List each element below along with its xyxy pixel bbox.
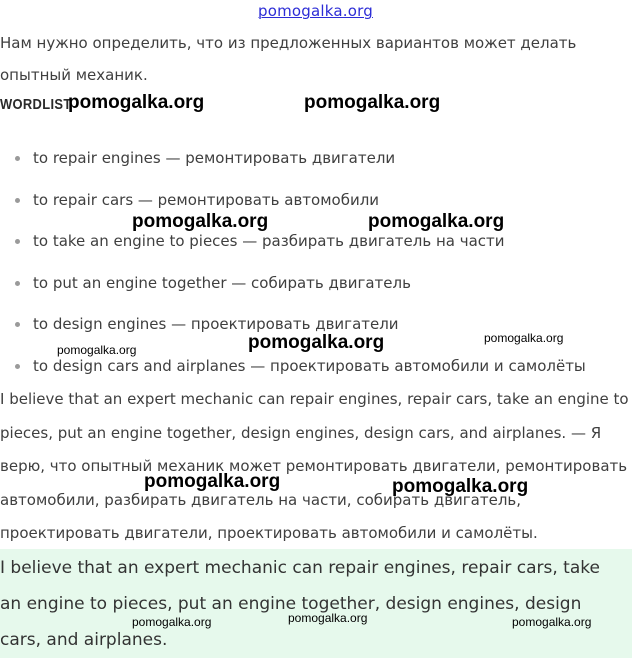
list-item	[0, 137, 632, 179]
watermark-text: pomogalka.org	[132, 211, 269, 232]
bullet-icon	[15, 364, 20, 369]
explanation-paragraph: I believe that an expert mechanic can repair engines, repair cars, take an engine to pieces, put an engine together, design engines, design cars, and airplanes. — Я верю, что опытный механик может ремонтировать двигатели, ремонтировать автомобили, разбирать двигатель на части, собирать двигатель, проектировать двигатели, проектировать автомобили и самолёты.	[0, 390, 629, 542]
list-item-text: to design engines — проектировать двигатели	[33, 315, 399, 334]
watermark-text: pomogalka.org	[288, 611, 368, 625]
watermark-text: pomogalka.org	[368, 211, 505, 232]
bullet-icon	[15, 198, 20, 203]
watermark-text: pomogalka.org	[392, 476, 529, 497]
intro-paragraph: Нам нужно определить, что из предложенных вариантов может делать опытный механик.	[0, 34, 577, 84]
list-item	[0, 262, 632, 304]
bullet-icon	[15, 322, 20, 327]
bullet-icon	[15, 156, 20, 161]
watermark-text: pomogalka.org	[304, 92, 441, 113]
bullet-icon	[15, 239, 20, 244]
site-header-watermark: pomogalka.org	[258, 2, 373, 20]
watermark-text: pomogalka.org	[144, 471, 281, 492]
watermark-text: pomogalka.org	[57, 343, 137, 357]
list-item-text: to repair engines — ремонтировать двигатели	[33, 149, 396, 167]
list-item-text: to repair cars — ремонтировать автомобили	[33, 190, 380, 209]
answer-paragraph: I believe that an expert mechanic can repair engines, repair cars, take an engine to pieces, put an engine together, design engines, design cars, and airplanes.	[0, 558, 600, 650]
watermark-text: pomogalka.org	[248, 332, 385, 353]
list-item	[0, 179, 632, 221]
watermark-text: pomogalka.org	[512, 615, 592, 629]
list-item-text: to take an engine to pieces — разбирать двигатель на части	[33, 232, 505, 251]
list-item-text: to design cars and airplanes — проектировать автомобили и самолёты	[33, 356, 586, 375]
watermark-text: pomogalka.org	[484, 331, 564, 345]
watermark-text: pomogalka.org	[68, 92, 205, 113]
watermark-text: pomogalka.org	[132, 615, 212, 629]
list-item	[0, 220, 632, 262]
bullet-icon	[15, 281, 20, 286]
list-item-text: to put an engine together — собирать двигатель	[33, 273, 411, 292]
wordlist-heading: WORDLIST	[0, 96, 72, 113]
